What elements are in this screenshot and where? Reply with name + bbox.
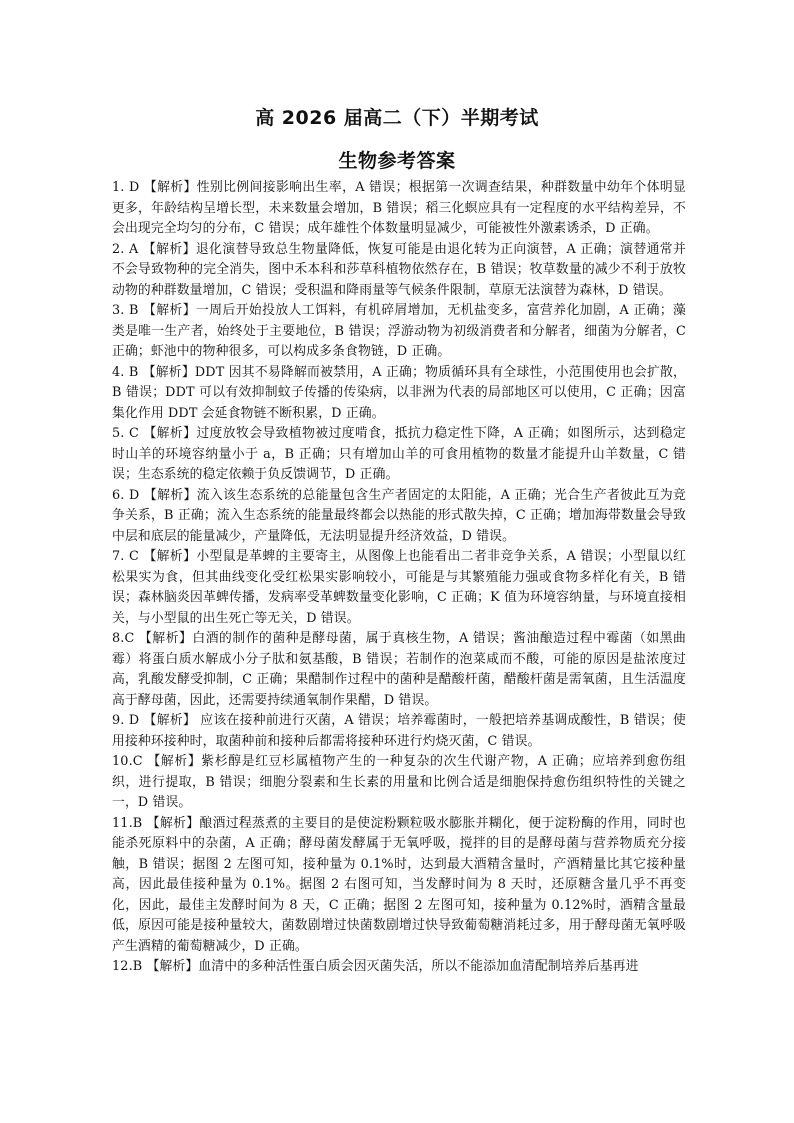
answer-item-11: 11.B 【解析】酿酒过程蒸煮的主要目的是使淀粉颗粒吸水膨胀并糊化，便于淀粉酶的作用，同时也能杀死原料中的杂菌，A 正确；酵母菌发酵属于无氧呼吸，搅拌的目的是酵母菌与营养物质充分接触，B 错误；据图 2 左图可知，接种量为 0.1%时，达到最大酒精含量时，产酒精量比其它接种量高，因此最佳接种量为 0.1%。据图 2 右图可知，当发酵时间为 8 天时，还原糖含量几乎不再变化，因此，最佳主发酵时间为 8 天，C 正确；据图 2 左图可知，接种量为 0.12%时，酒精含量最低，原因可能是接种量较大，菌数剧增过快菌数剧增过快导致葡萄糖消耗过多，用于酵母菌无氧呼吸产生酒精的葡萄糖减少，D 正确。 <box>112 815 686 954</box>
answer-item-2: 2. A 【解析】退化演替导致总生物量降低，恢复可能是由退化转为正向演替，A 正确；演替通常并不会导致物种的完全消失，图中禾本科和莎草科植物依然存在，B 错误；牧草数量的减少不利于放牧动物的种群数量增加，C 错误；受积温和降雨量等气候条件限制，草原无法演替为森林，D 错误。 <box>112 241 686 298</box>
answer-item-5: 5. C 【解析】过度放牧会导致植物被过度啃食，抵抗力稳定性下降，A 正确；如图所示，达到稳定时山羊的环境容纳量小于 a，B 正确；只有增加山羊的可食用植物的数量才能提升山羊数量，C 错误；生态系统的稳定依赖于负反馈调节，D 正确。 <box>112 426 686 482</box>
answer-item-6: 6. D 【解析】流入该生态系统的总能量包含生产者固定的太阳能，A 正确；光合生产者彼此互为竞争关系，B 正确；流入生态系统的能量最终都会以热能的形式散失掉，C 正确；增加海带数量会导致中层和底层的能量减少，产量降低，无法明显提升经济效益，D 错误。 <box>112 487 686 544</box>
answer-item-4: 4. B 【解析】DDT 因其不易降解而被禁用，A 正确；物质循环具有全球性，小范围使用也会扩散，B 错误；DDT 可以有效抑制蚊子传播的传染病，以非洲为代表的局部地区可以使用，C 正确；因富集化作用 DDT 会延食物链不断积累，D 正确。 <box>112 364 686 421</box>
exam-title: 高 2026 届高二（下）半期考试 <box>255 107 539 129</box>
answer-item-10: 10.C 【解析】紫杉醇是红豆杉属植物产生的一种复杂的次生代谢产物，A 正确；应培养到愈伤组织，进行提取，B 错误；细胞分裂素和生长素的用量和比例合适是细胞保持愈伤组织特性的关键之一，D 错误。 <box>112 754 686 810</box>
answer-item-9: 9. D 【解析】 应该在接种前进行灭菌，A 错误；培养霉菌时，一般把培养基调成酸性，B 错误；使用接种环接种时，取菌种前和接种后都需将接种环进行灼烧灭菌，C 错误。 <box>112 713 686 749</box>
answer-key-title: 生物参考答案 <box>338 150 456 172</box>
answer-item-7: 7. C 【解析】小型鼠是革蜱的主要寄主，从图像上也能看出二者非竞争关系，A 错误；小型鼠以红松果实为食，但其曲线变化受红松果实影响较小，可能是与其繁殖能力强或食物多样化有关，B 错误；森林脑炎因革蜱传播，发病率受革蜱数量变化影响，C 正确；K 值为环境容纳量，与环境直接相关，与小型鼠的出生死亡等无关，D 错误。 <box>112 549 686 626</box>
answer-item-12: 12.B 【解析】血清中的多种活性蛋白质会因灭菌失活，所以不能添加血清配制培养后基再进 <box>112 959 639 974</box>
answer-list <box>112 178 686 978</box>
answer-item-8: 8.C 【解析】白酒的制作的菌种是酵母菌，属于真核生物，A 错误；酱油酿造过程中霉菌（如黑曲霉）将蛋白质水解成小分子肽和氨基酸，B 错误；若制作的泡菜咸而不酸，可能的原因是盐浓度过高，乳酸发酵受抑制，C 正确；果醋制作过程中的菌种是醋酸杆菌，醋酸杆菌是需氧菌，且生活温度高于酵母菌，因此，还需要持续通氧制作果醋，D 错误。 <box>112 631 686 708</box>
answer-item-3: 3. B 【解析】一周后开始投放人工饵料，有机碎屑增加，无机盐变多，富营养化加剧，A 正确；藻类是唯一生产者，始终处于主要地位，B 错误；浮游动物为初级消费者和分解者，细菌为分解者，C 正确；虾池中的物种很多，可以构成多条食物链，D 正确。 <box>112 303 686 359</box>
answer-item-1: 1. D 【解析】性别比例间接影响出生率，A 错误；根据第一次调查结果，种群数量中幼年个体明显更多，年龄结构呈增长型，未来数量会增加，B 错误；稻三化螟应具有一定程度的水平结构差异，不会出现完全均匀的分布，C 错误；成年雄性个体数量明显减少，可能被性外激素诱杀，D 正确。 <box>112 180 686 236</box>
